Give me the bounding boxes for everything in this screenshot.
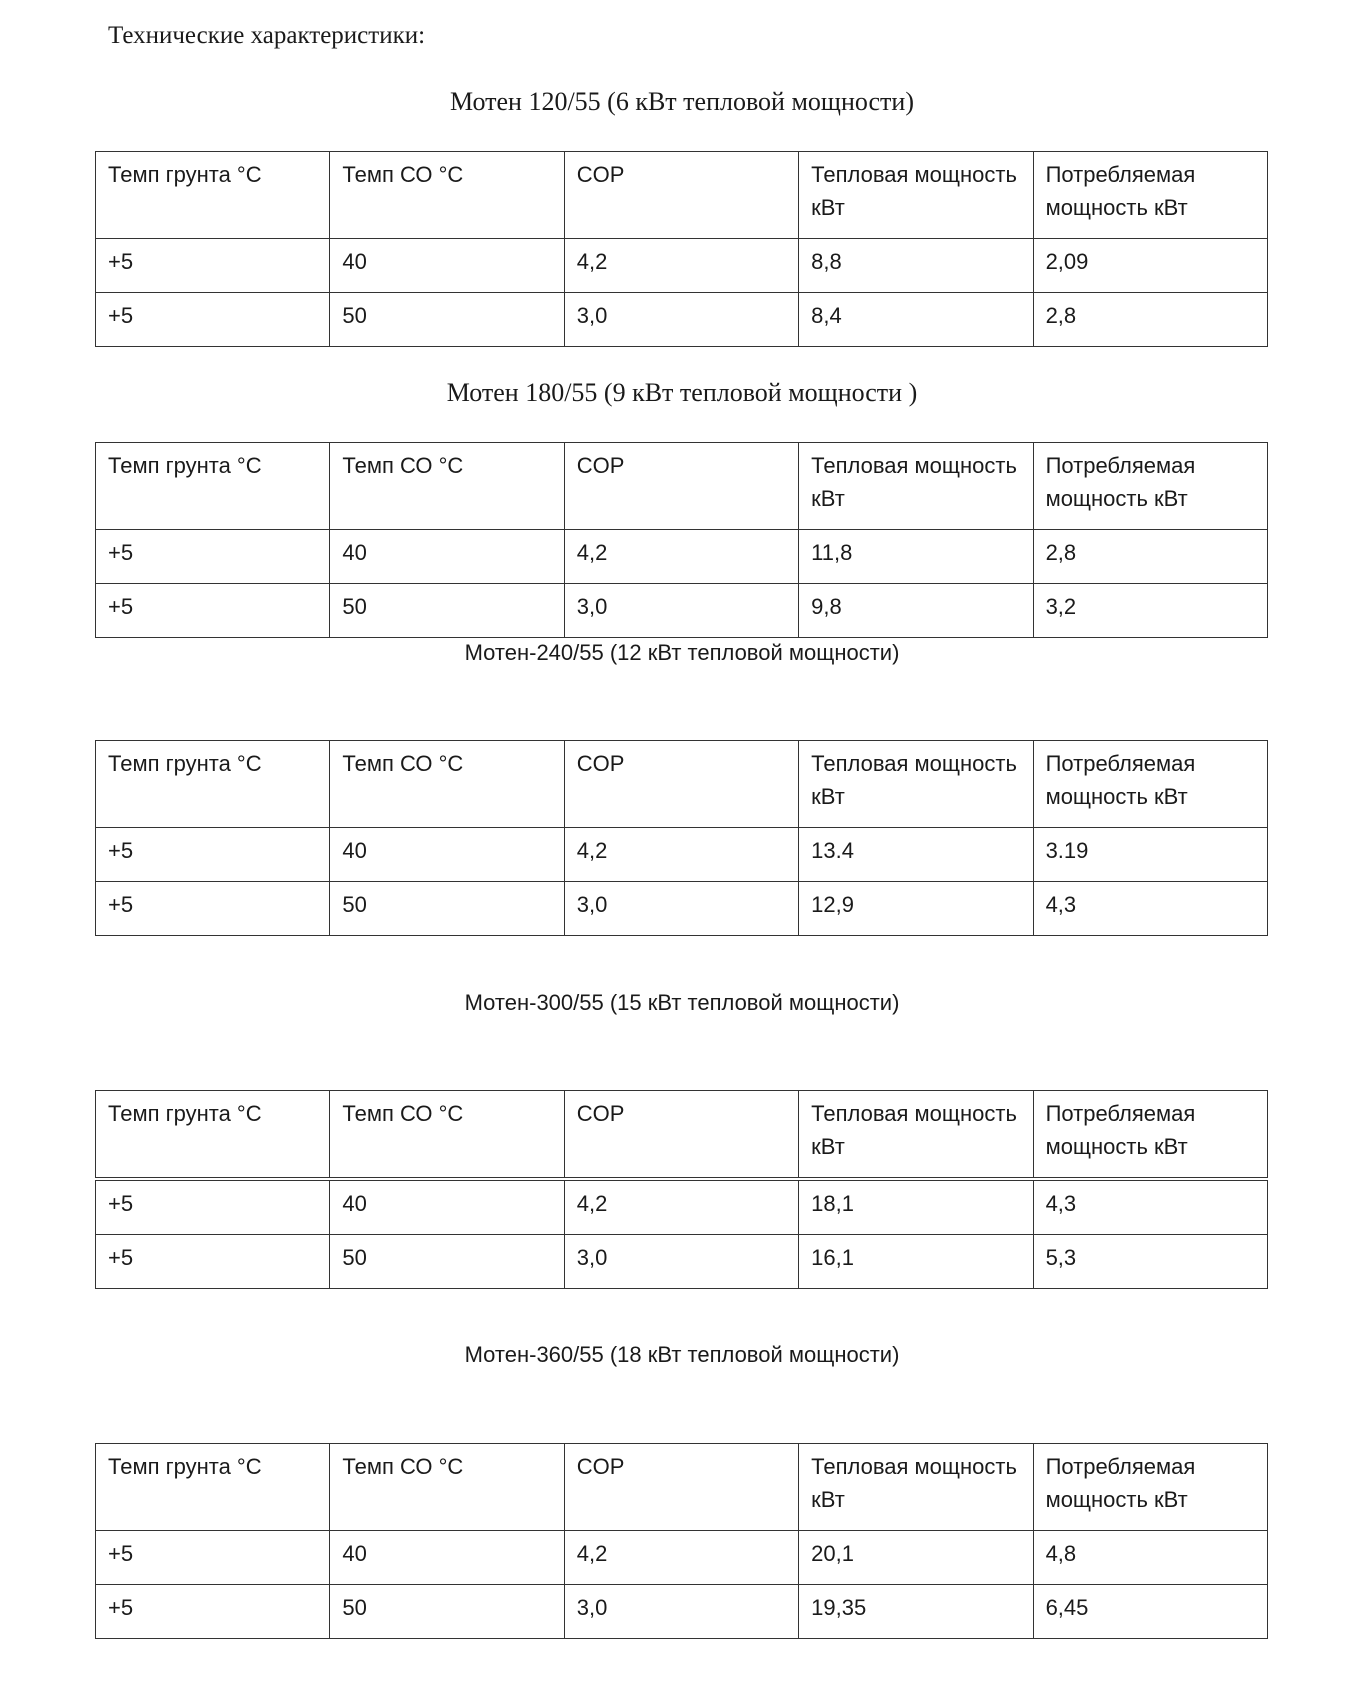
cell-cop: 3,0 (564, 1235, 798, 1289)
header-power-input: Потребляемая мощность кВт (1033, 1444, 1267, 1531)
cell-power-input: 4,3 (1033, 882, 1267, 936)
cell-heat-output: 16,1 (799, 1235, 1033, 1289)
cell-heating-temp: 50 (330, 293, 564, 347)
cell-heat-output: 8,8 (799, 239, 1033, 293)
cell-power-input: 4,8 (1033, 1531, 1267, 1585)
header-heat-output: Тепловая мощность кВт (799, 152, 1033, 239)
cell-heat-output: 9,8 (799, 584, 1033, 638)
cell-heat-output: 18,1 (799, 1179, 1033, 1235)
table-row (96, 239, 1268, 293)
spec-table-180 (95, 442, 1268, 638)
cell-ground-temp: +5 (96, 584, 330, 638)
cell-cop: 3,0 (564, 584, 798, 638)
header-cop: COP (564, 1091, 798, 1180)
header-heating-temp: Темп СО °С (330, 1444, 564, 1531)
table-header-row (96, 443, 1268, 530)
header-heat-output: Тепловая мощность кВт (799, 1444, 1033, 1531)
cell-ground-temp: +5 (96, 882, 330, 936)
header-cop: COP (564, 741, 798, 828)
cell-ground-temp: +5 (96, 239, 330, 293)
cell-cop: 4,2 (564, 1179, 798, 1235)
cell-heat-output: 8,4 (799, 293, 1033, 347)
header-ground-temp: Темп грунта °С (96, 1091, 330, 1180)
spec-table-120 (95, 151, 1268, 347)
cell-power-input: 5,3 (1033, 1235, 1267, 1289)
cell-heating-temp: 40 (330, 1531, 564, 1585)
header-ground-temp: Темп грунта °С (96, 741, 330, 828)
model-caption-360: Мотен-360/55 (18 кВт тепловой мощности) (464, 1342, 900, 1367)
cell-ground-temp: +5 (96, 293, 330, 347)
cell-heating-temp: 40 (330, 239, 564, 293)
table-header-row (96, 1091, 1268, 1180)
header-power-input: Потребляемая мощность кВт (1033, 152, 1267, 239)
cell-ground-temp: +5 (96, 1585, 330, 1639)
header-cop: COP (564, 443, 798, 530)
cell-heat-output: 13.4 (799, 828, 1033, 882)
cell-power-input: 6,45 (1033, 1585, 1267, 1639)
table-row (96, 1531, 1268, 1585)
cell-cop: 4,2 (564, 828, 798, 882)
spec-table-300 (95, 1090, 1268, 1289)
document-title: Технические характеристики: (108, 22, 426, 49)
cell-heating-temp: 50 (330, 584, 564, 638)
cell-ground-temp: +5 (96, 1531, 330, 1585)
table-row (96, 882, 1268, 936)
cell-heating-temp: 50 (330, 1235, 564, 1289)
model-caption-240: Мотен-240/55 (12 кВт тепловой мощности) (464, 640, 900, 665)
cell-cop: 3,0 (564, 293, 798, 347)
cell-power-input: 3.19 (1033, 828, 1267, 882)
cell-ground-temp: +5 (96, 828, 330, 882)
cell-cop: 4,2 (564, 530, 798, 584)
table-row (96, 1179, 1268, 1235)
header-ground-temp: Темп грунта °С (96, 152, 330, 239)
table-row (96, 1585, 1268, 1639)
header-heat-output: Тепловая мощность кВт (799, 741, 1033, 828)
model-caption-300: Мотен-300/55 (15 кВт тепловой мощности) (464, 990, 900, 1015)
cell-power-input: 2,8 (1033, 293, 1267, 347)
cell-heating-temp: 50 (330, 1585, 564, 1639)
cell-heat-output: 11,8 (799, 530, 1033, 584)
cell-heat-output: 19,35 (799, 1585, 1033, 1639)
cell-heating-temp: 50 (330, 882, 564, 936)
cell-power-input: 4,3 (1033, 1179, 1267, 1235)
header-power-input: Потребляемая мощность кВт (1033, 741, 1267, 828)
cell-heating-temp: 40 (330, 530, 564, 584)
cell-heat-output: 20,1 (799, 1531, 1033, 1585)
table-row (96, 1235, 1268, 1289)
cell-heating-temp: 40 (330, 828, 564, 882)
model-caption-120: Мотен 120/55 (6 кВт тепловой мощности) (450, 87, 914, 116)
cell-heating-temp: 40 (330, 1179, 564, 1235)
header-ground-temp: Темп грунта °С (96, 443, 330, 530)
spec-table-360 (95, 1443, 1268, 1639)
header-ground-temp: Темп грунта °С (96, 1444, 330, 1531)
cell-power-input: 2,09 (1033, 239, 1267, 293)
header-cop: COP (564, 152, 798, 239)
table-header-row (96, 152, 1268, 239)
header-power-input: Потребляемая мощность кВт (1033, 443, 1267, 530)
cell-cop: 3,0 (564, 882, 798, 936)
table-header-row (96, 741, 1268, 828)
spec-table-240 (95, 740, 1268, 936)
table-row (96, 584, 1268, 638)
table-row (96, 293, 1268, 347)
table-header-row (96, 1444, 1268, 1531)
header-power-input: Потребляемая мощность кВт (1033, 1091, 1267, 1180)
cell-power-input: 2,8 (1033, 530, 1267, 584)
model-caption-180: Мотен 180/55 (9 кВт тепловой мощности ) (446, 378, 918, 407)
cell-ground-temp: +5 (96, 1179, 330, 1235)
cell-cop: 4,2 (564, 239, 798, 293)
header-heating-temp: Темп СО °С (330, 152, 564, 239)
header-heat-output: Тепловая мощность кВт (799, 1091, 1033, 1180)
cell-cop: 4,2 (564, 1531, 798, 1585)
table-row (96, 530, 1268, 584)
cell-ground-temp: +5 (96, 530, 330, 584)
header-cop: COP (564, 1444, 798, 1531)
header-heating-temp: Темп СО °С (330, 1091, 564, 1180)
header-heat-output: Тепловая мощность кВт (799, 443, 1033, 530)
table-row (96, 828, 1268, 882)
cell-cop: 3,0 (564, 1585, 798, 1639)
cell-heat-output: 12,9 (799, 882, 1033, 936)
header-heating-temp: Темп СО °С (330, 741, 564, 828)
cell-ground-temp: +5 (96, 1235, 330, 1289)
cell-power-input: 3,2 (1033, 584, 1267, 638)
header-heating-temp: Темп СО °С (330, 443, 564, 530)
